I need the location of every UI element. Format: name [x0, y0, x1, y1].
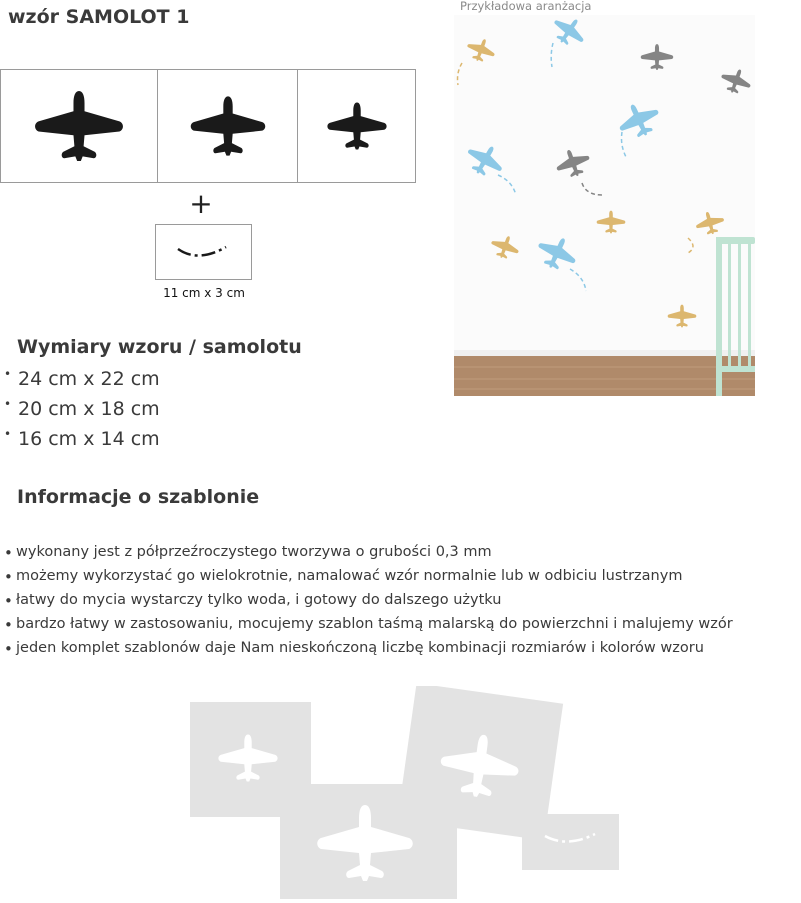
- info-text: możemy wykorzystać go wielokrotnie, namalować wzór normalnie lub w odbiciu lustrzanym: [16, 568, 683, 584]
- dimension-text: 16 cm x 14 cm: [18, 428, 160, 450]
- list-item: [2, 364, 160, 394]
- bullet-icon: •: [4, 640, 13, 658]
- bullet-icon: •: [4, 568, 13, 586]
- info-text: jeden komplet szablonów daje Nam nieskończoną liczbę kombinacji rozmiarów i kolorów wzoru: [16, 640, 704, 656]
- sample-arrangement-photo: [454, 15, 755, 396]
- dimension-text: 20 cm x 18 cm: [18, 398, 160, 420]
- bullet-icon: •: [4, 397, 12, 411]
- trail-size-label: 11 cm x 3 cm: [163, 286, 245, 300]
- wall-illustration: [454, 15, 755, 396]
- airplane-icon: [326, 100, 388, 152]
- list-item: [4, 564, 733, 588]
- info-text: bardzo łatwy w zastosowaniu, mocujemy szablon taśmą malarską do powierzchni i malujemy wzór: [16, 616, 733, 632]
- list-item: [2, 394, 160, 424]
- bullet-icon: •: [4, 427, 12, 441]
- plane-cell-small: [298, 70, 415, 182]
- info-list: [4, 540, 733, 660]
- floor: [454, 356, 755, 396]
- bullet-icon: •: [4, 544, 13, 562]
- bullet-icon: •: [4, 616, 13, 634]
- sample-caption: Przykładowa aranżacja: [460, 0, 592, 13]
- stencil-sheets-photo: [185, 686, 625, 899]
- airplane-icon: [33, 87, 125, 165]
- plane-cell-medium: [158, 70, 298, 182]
- bullet-icon: •: [4, 592, 13, 610]
- info-text: łatwy do mycia wystarczy tylko woda, i gotowy do dalszego użytku: [16, 592, 502, 608]
- pattern-title: wzór SAMOLOT 1: [8, 6, 190, 28]
- list-item: [4, 636, 733, 660]
- airplane-icon: [189, 93, 267, 159]
- list-item: [4, 540, 733, 564]
- bullet-icon: •: [4, 367, 12, 381]
- plus-sign: +: [189, 187, 213, 220]
- list-item: [4, 612, 733, 636]
- list-item: [4, 588, 733, 612]
- info-text: wykonany jest z półprzeźroczystego tworzywa o grubości 0,3 mm: [16, 544, 492, 560]
- info-heading: Informacje o szablonie: [17, 486, 260, 508]
- dashed-trail-icon: [156, 225, 251, 279]
- stencil-sheets-icon: [185, 686, 625, 899]
- list-item: [2, 424, 160, 454]
- plane-size-grid: [0, 69, 416, 183]
- dimension-text: 24 cm x 22 cm: [18, 368, 160, 390]
- plane-cell-large: [1, 70, 158, 182]
- dimensions-list: [2, 364, 160, 454]
- dimensions-heading: Wymiary wzoru / samolotu: [17, 336, 302, 358]
- trail-stencil-box: [155, 224, 252, 280]
